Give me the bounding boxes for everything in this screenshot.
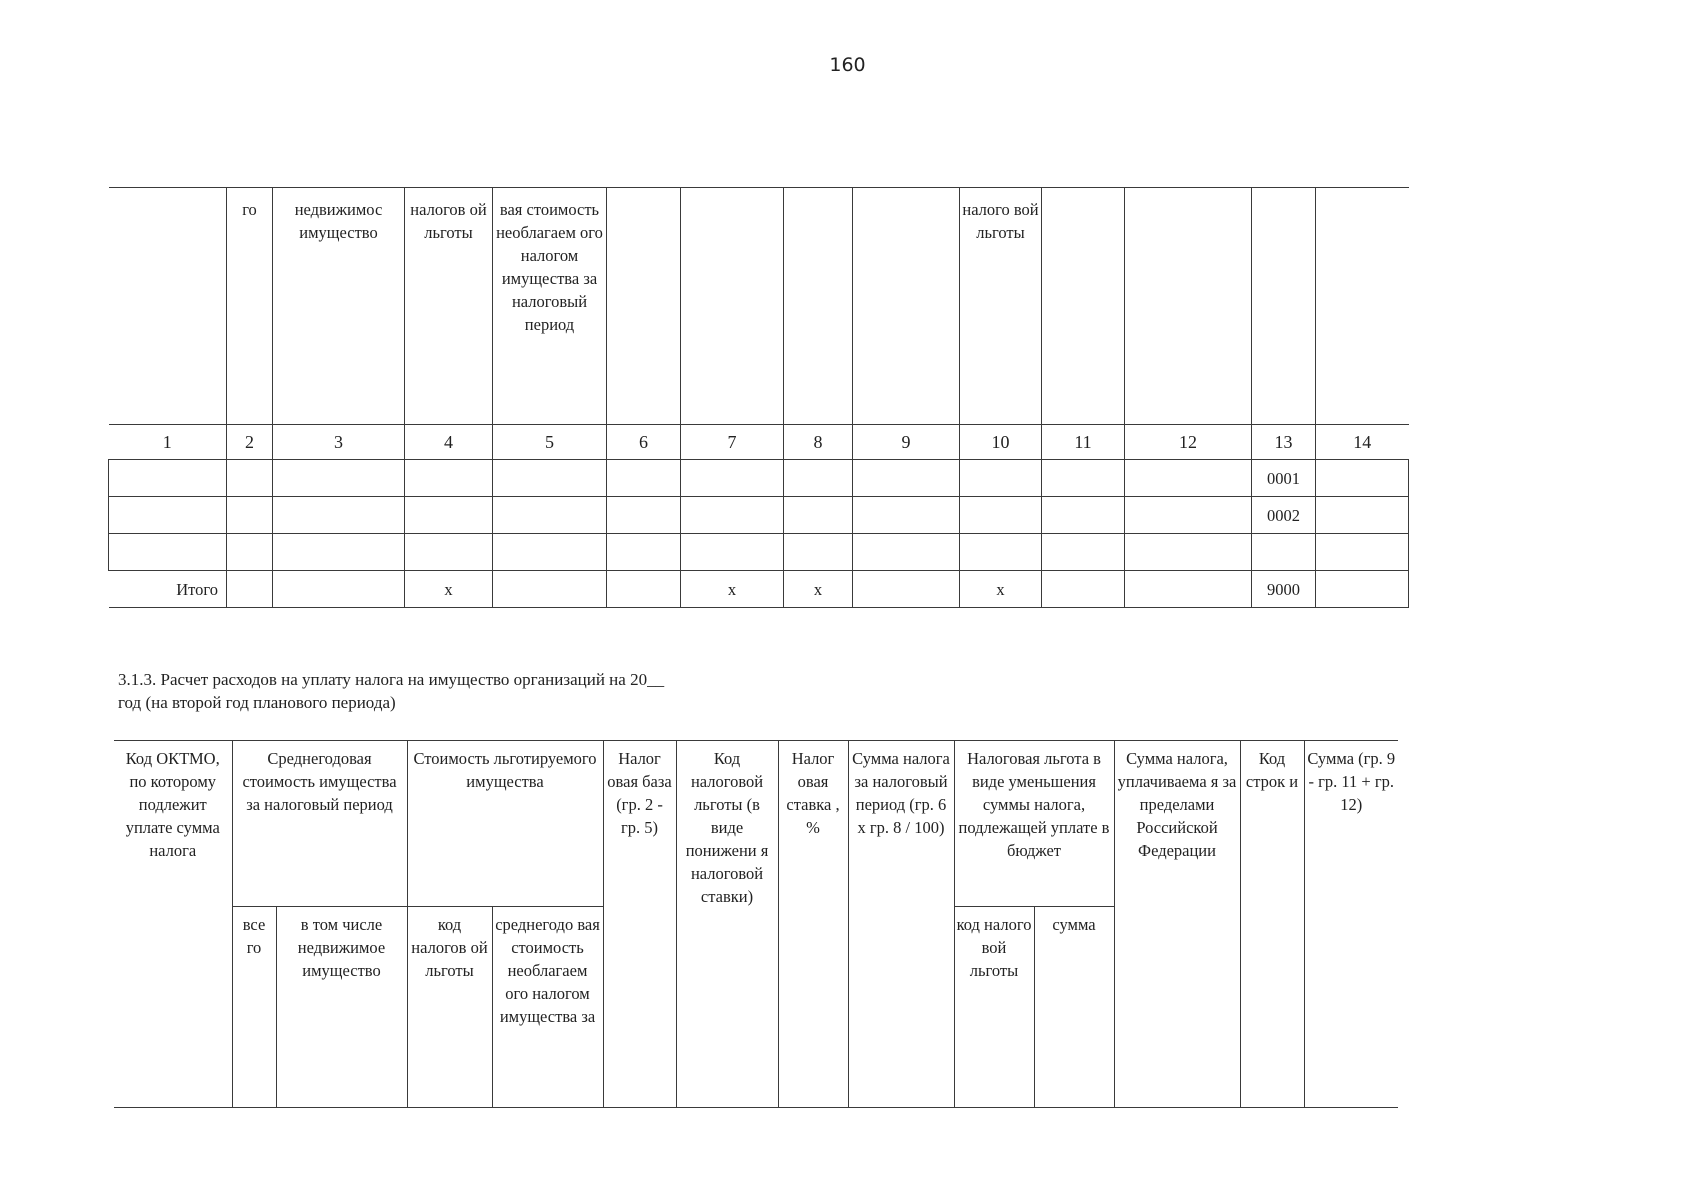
empty-cell[interactable]	[1316, 571, 1409, 608]
empty-cell[interactable]	[960, 534, 1042, 571]
header-cell: недвижимос имущество	[273, 188, 405, 425]
empty-cell[interactable]	[1042, 534, 1125, 571]
header-cell	[1125, 188, 1252, 425]
header-row-1	[114, 741, 1398, 907]
section-title-line-1: 3.1.3. Расчет расходов на уплату налога на имущество организаций на 20__	[118, 670, 665, 689]
header-cell	[1252, 188, 1316, 425]
header-cell	[1042, 188, 1125, 425]
header-privilege-code: код налогов ой льготы	[407, 907, 492, 1108]
header-foreign-tax: Сумма налога, уплачиваема я за пределами Российской Федерации	[1114, 741, 1240, 1108]
header-avg-value: Среднегодовая стоимость имущества за налоговый период	[232, 741, 407, 907]
empty-cell[interactable]	[1125, 497, 1252, 534]
empty-cell[interactable]	[493, 571, 607, 608]
table-row	[109, 497, 1409, 534]
header-tax-benefit: Налоговая льгота в виде уменьшения суммы налога, подлежащей уплате в бюджет	[954, 741, 1114, 907]
empty-cell[interactable]	[405, 460, 493, 497]
empty-cell[interactable]	[227, 571, 273, 608]
empty-cell[interactable]	[1042, 571, 1125, 608]
column-number: 14	[1316, 425, 1409, 460]
total-label: Итого	[109, 571, 227, 608]
column-number: 7	[681, 425, 784, 460]
empty-cell[interactable]	[784, 497, 853, 534]
header-avg-realty: в том числе недвижимое имущество	[276, 907, 407, 1108]
empty-cell[interactable]	[273, 497, 405, 534]
table-row	[109, 460, 1409, 497]
empty-cell[interactable]	[227, 497, 273, 534]
header-cell	[681, 188, 784, 425]
column-number: 9	[853, 425, 960, 460]
empty-cell[interactable]	[109, 497, 227, 534]
empty-cell[interactable]	[493, 460, 607, 497]
section-title	[118, 668, 1018, 714]
header-total-sum: Сумма (гр. 9 - гр. 11 + гр. 12)	[1304, 741, 1398, 1108]
empty-cell[interactable]	[607, 571, 681, 608]
empty-cell[interactable]	[227, 534, 273, 571]
empty-cell[interactable]	[405, 534, 493, 571]
table-row	[109, 534, 1409, 571]
empty-cell[interactable]	[853, 497, 960, 534]
empty-cell[interactable]	[1125, 534, 1252, 571]
header-privilege-avg-value: среднегодо вая стоимость необлагаем ого налогом имущества за	[492, 907, 603, 1108]
empty-cell[interactable]	[607, 497, 681, 534]
column-number: 13	[1252, 425, 1316, 460]
column-number: 8	[784, 425, 853, 460]
not-applicable-mark: x	[784, 571, 853, 608]
empty-cell[interactable]	[607, 460, 681, 497]
header-benefit-code: код налого вой льготы	[954, 907, 1034, 1108]
empty-cell[interactable]	[1125, 571, 1252, 608]
empty-cell[interactable]	[1125, 460, 1252, 497]
empty-cell[interactable]	[109, 460, 227, 497]
empty-cell[interactable]	[109, 534, 227, 571]
header-cell: го	[227, 188, 273, 425]
column-number: 12	[1125, 425, 1252, 460]
line-code: 0001	[1252, 460, 1316, 497]
header-line-code: Код строк и	[1240, 741, 1304, 1108]
total-row	[109, 571, 1409, 608]
header-cell	[109, 188, 227, 425]
header-oktmo: Код ОКТМО, по которому подлежит уплате сумма налога	[114, 741, 232, 1108]
header-cell: налого вой льготы	[960, 188, 1042, 425]
empty-cell[interactable]	[681, 497, 784, 534]
header-cell	[784, 188, 853, 425]
column-number: 2	[227, 425, 273, 460]
empty-cell[interactable]	[681, 460, 784, 497]
empty-cell[interactable]	[607, 534, 681, 571]
header-cell	[853, 188, 960, 425]
property-tax-table-second-year	[114, 740, 1398, 1108]
empty-cell[interactable]	[273, 571, 405, 608]
column-number: 11	[1042, 425, 1125, 460]
empty-cell[interactable]	[784, 534, 853, 571]
column-number: 4	[405, 425, 493, 460]
header-cell	[607, 188, 681, 425]
column-number: 3	[273, 425, 405, 460]
header-avg-all: все го	[232, 907, 276, 1108]
empty-cell[interactable]	[227, 460, 273, 497]
line-code: 0002	[1252, 497, 1316, 534]
header-tax-sum: Сумма налога за налоговый период (гр. 6 х гр. 8 / 100)	[848, 741, 954, 1108]
empty-cell[interactable]	[1042, 497, 1125, 534]
empty-cell[interactable]	[273, 534, 405, 571]
column-number: 10	[960, 425, 1042, 460]
empty-cell[interactable]	[960, 460, 1042, 497]
not-applicable-mark: x	[960, 571, 1042, 608]
section-title-line-2: год (на второй год планового периода)	[118, 693, 396, 712]
total-line-code: 9000	[1252, 571, 1316, 608]
column-number: 1	[109, 425, 227, 460]
header-cell	[1316, 188, 1409, 425]
header-benefit-sum: сумма	[1034, 907, 1114, 1108]
empty-cell[interactable]	[1316, 534, 1409, 571]
empty-cell[interactable]	[681, 534, 784, 571]
line-code	[1252, 534, 1316, 571]
empty-cell[interactable]	[853, 534, 960, 571]
header-rate-benefit-code: Код налоговой льготы (в виде понижени я налоговой ставки)	[676, 741, 778, 1108]
header-tax-base: Налог овая база (гр. 2 - гр. 5)	[603, 741, 676, 1108]
header-tax-rate: Налог овая ставка , %	[778, 741, 848, 1108]
header-continuation-row	[109, 188, 1409, 425]
not-applicable-mark: x	[405, 571, 493, 608]
empty-cell[interactable]	[960, 497, 1042, 534]
empty-cell[interactable]	[784, 460, 853, 497]
not-applicable-mark: x	[681, 571, 784, 608]
empty-cell[interactable]	[853, 460, 960, 497]
empty-cell[interactable]	[493, 534, 607, 571]
column-number-row	[109, 425, 1409, 460]
column-number: 5	[493, 425, 607, 460]
empty-cell[interactable]	[405, 497, 493, 534]
header-cell: вая стоимость необлагаем ого налогом имущества за налоговый период	[493, 188, 607, 425]
empty-cell[interactable]	[853, 571, 960, 608]
column-number: 6	[607, 425, 681, 460]
empty-cell[interactable]	[1316, 497, 1409, 534]
page-number: 160	[829, 54, 866, 76]
empty-cell[interactable]	[493, 497, 607, 534]
header-cell: налогов ой льготы	[405, 188, 493, 425]
property-tax-table-continuation	[108, 187, 1409, 608]
empty-cell[interactable]	[273, 460, 405, 497]
empty-cell[interactable]	[1316, 460, 1409, 497]
empty-cell[interactable]	[1042, 460, 1125, 497]
header-privileged-value: Стоимость льготируемого имущества	[407, 741, 603, 907]
